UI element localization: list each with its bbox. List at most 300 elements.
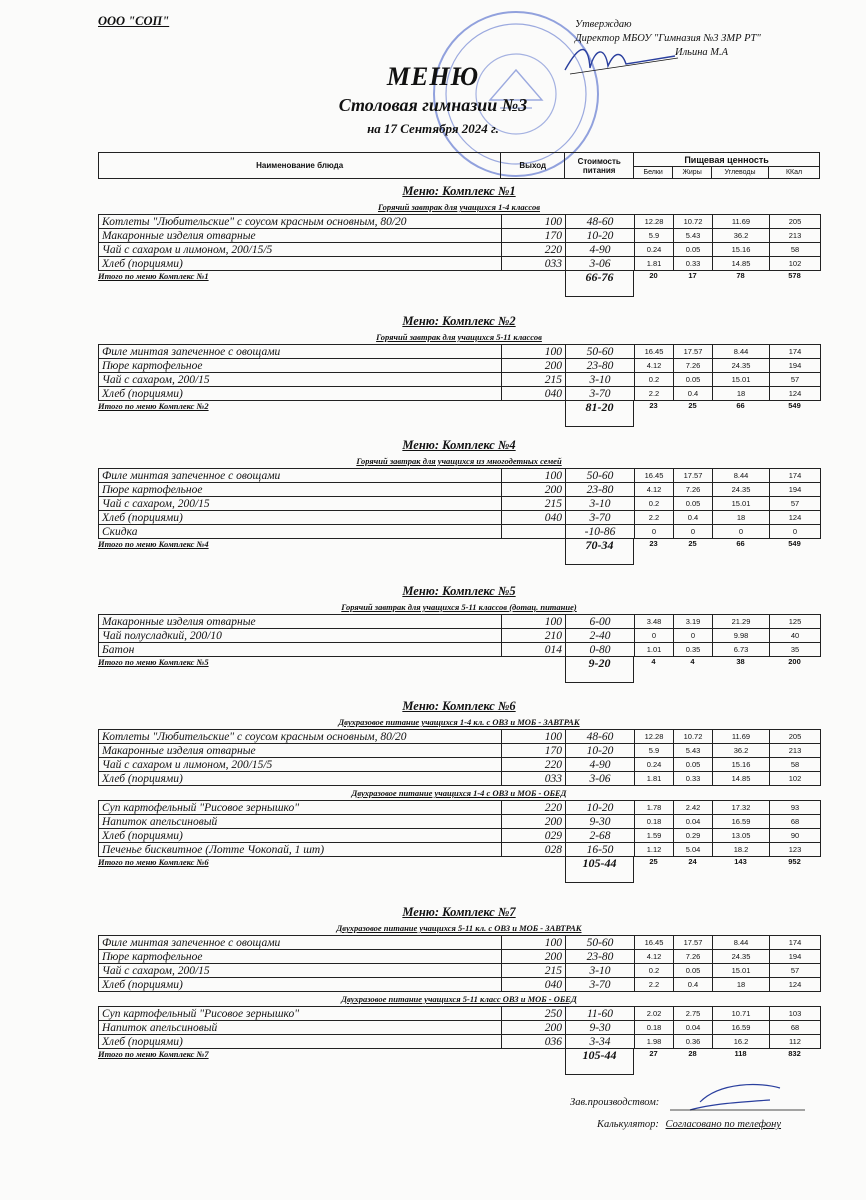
dish-name: Чай с сахаром и лимоном, 200/15/5 <box>99 243 502 257</box>
total-fats: 25 <box>688 539 697 548</box>
dish-fats: 0.33 <box>674 257 713 271</box>
dish-carbs: 11.69 <box>713 215 770 229</box>
dish-kcal: 213 <box>770 744 821 758</box>
dish-name: Хлеб (порциями) <box>99 387 502 401</box>
dish-price: 9-30 <box>566 815 635 829</box>
table-header <box>98 152 820 179</box>
group-subtitle: Горячий завтрак для учащихся 5-11 классов <box>376 332 542 342</box>
dish-carbs: 13.05 <box>713 829 770 843</box>
table-row <box>99 345 821 359</box>
total-label: Итого по меню Комплекс №1 <box>98 271 209 281</box>
header-cost: Стоимость питания <box>565 153 634 179</box>
dish-carbs: 24.35 <box>713 483 770 497</box>
section-total <box>98 1049 820 1077</box>
table-row <box>99 243 821 257</box>
dish-carbs: 15.16 <box>713 243 770 257</box>
dish-proteins: 0 <box>635 629 674 643</box>
dish-output <box>502 525 566 539</box>
header-out: Выход <box>501 153 565 179</box>
total-price: 105-44 <box>565 1048 634 1075</box>
dish-output: 200 <box>502 359 566 373</box>
footer-calc-value: Согласовано по телефону <box>665 1119 782 1130</box>
dish-proteins: 12.28 <box>635 730 674 744</box>
dish-table <box>98 935 821 992</box>
total-price: 105-44 <box>565 856 634 883</box>
total-proteins: 23 <box>649 401 658 410</box>
dish-proteins: 2.2 <box>635 978 674 992</box>
table-row <box>99 936 821 950</box>
dish-table <box>98 614 821 657</box>
total-proteins: 20 <box>649 271 658 280</box>
total-carbs: 78 <box>736 271 745 280</box>
group-subtitle: Горячий завтрак для учащихся 1-4 классов <box>377 202 541 212</box>
dish-price: 4-90 <box>566 758 635 772</box>
dish-proteins: 5.9 <box>635 744 674 758</box>
dish-fats: 0.35 <box>674 643 713 657</box>
dish-price: 3-70 <box>566 978 635 992</box>
dish-kcal: 174 <box>770 469 821 483</box>
dish-proteins: 0.18 <box>635 815 674 829</box>
dish-proteins: 1.01 <box>635 643 674 657</box>
zav-signature <box>660 1080 810 1114</box>
section-total <box>98 271 820 299</box>
dish-carbs: 11.69 <box>713 730 770 744</box>
header-carbs: Углеводы <box>712 167 769 179</box>
dish-carbs: 10.71 <box>713 1007 770 1021</box>
dish-carbs: 24.35 <box>713 359 770 373</box>
dish-name: Чай с сахаром и лимоном, 200/15/5 <box>99 758 502 772</box>
total-label: Итого по меню Комплекс №6 <box>98 857 209 867</box>
group-subtitle: Двухразовое питание учащихся 5-11 класс ОВЗ и МОБ - ОБЕД <box>341 994 577 1004</box>
table-row <box>99 511 821 525</box>
dish-carbs: 36.2 <box>713 229 770 243</box>
table-row <box>99 829 821 843</box>
dish-fats: 10.72 <box>674 730 713 744</box>
dish-proteins: 5.9 <box>635 229 674 243</box>
dish-output: 170 <box>502 744 566 758</box>
document-title: МЕНЮ <box>386 62 480 91</box>
dish-kcal: 93 <box>770 801 821 815</box>
menu-section <box>98 312 820 429</box>
dish-kcal: 205 <box>770 215 821 229</box>
dish-kcal: 103 <box>770 1007 821 1021</box>
dish-output: 220 <box>502 758 566 772</box>
total-fats: 17 <box>688 271 697 280</box>
menu-section <box>98 697 820 885</box>
dish-kcal: 102 <box>770 772 821 786</box>
dish-output: 220 <box>502 801 566 815</box>
table-row <box>99 359 821 373</box>
dish-output: 033 <box>502 257 566 271</box>
dish-price: -10-86 <box>566 525 635 539</box>
dish-proteins: 0.2 <box>635 497 674 511</box>
dish-kcal: 57 <box>770 497 821 511</box>
dish-output: 100 <box>502 469 566 483</box>
dish-fats: 0.36 <box>674 1035 713 1049</box>
dish-name: Филе минтая запеченное с овощами <box>99 469 502 483</box>
dish-name: Напиток апельсиновый <box>99 1021 502 1035</box>
dish-carbs: 15.01 <box>713 497 770 511</box>
dish-output: 100 <box>502 730 566 744</box>
dish-fats: 0.33 <box>674 772 713 786</box>
dish-table <box>98 214 821 271</box>
total-proteins: 25 <box>649 857 658 866</box>
dish-proteins: 1.59 <box>635 829 674 843</box>
dish-price: 23-80 <box>566 950 635 964</box>
dish-output: 215 <box>502 497 566 511</box>
dish-price: 3-06 <box>566 257 635 271</box>
dish-price: 48-60 <box>566 215 635 229</box>
section-title: Меню: Комплекс №4 <box>402 438 516 452</box>
table-row <box>99 229 821 243</box>
dish-output: 200 <box>502 950 566 964</box>
dish-price: 23-80 <box>566 359 635 373</box>
table-row <box>99 257 821 271</box>
dish-name: Батон <box>99 643 502 657</box>
dish-output: 200 <box>502 483 566 497</box>
dish-fats: 17.57 <box>674 936 713 950</box>
dish-output: 200 <box>502 815 566 829</box>
dish-proteins: 16.45 <box>635 469 674 483</box>
dish-kcal: 205 <box>770 730 821 744</box>
dish-kcal: 213 <box>770 229 821 243</box>
table-row <box>99 215 821 229</box>
dish-proteins: 16.45 <box>635 345 674 359</box>
dish-fats: 10.72 <box>674 215 713 229</box>
dish-name: Хлеб (порциями) <box>99 511 502 525</box>
document-date: на 17 Сентября 2024 г. <box>367 121 499 136</box>
dish-table <box>98 344 821 401</box>
dish-price: 3-10 <box>566 497 635 511</box>
dish-output: 028 <box>502 843 566 857</box>
dish-price: 3-70 <box>566 511 635 525</box>
dish-proteins: 12.28 <box>635 215 674 229</box>
total-kcal: 952 <box>788 857 801 866</box>
dish-name: Печенье бисквитное (Лотте Чокопай, 1 шт) <box>99 843 502 857</box>
dish-proteins: 0.2 <box>635 964 674 978</box>
dish-fats: 0.05 <box>674 964 713 978</box>
dish-name: Хлеб (порциями) <box>99 257 502 271</box>
dish-kcal: 194 <box>770 483 821 497</box>
section-title: Меню: Комплекс №7 <box>402 905 516 919</box>
dish-name: Чай с сахаром, 200/15 <box>99 497 502 511</box>
dish-kcal: 58 <box>770 243 821 257</box>
table-row <box>99 387 821 401</box>
header-nutrition: Пищевая ценность <box>634 153 820 167</box>
dish-price: 2-40 <box>566 629 635 643</box>
dish-output: 100 <box>502 345 566 359</box>
dish-table <box>98 1006 821 1049</box>
dish-output: 220 <box>502 243 566 257</box>
dish-output: 040 <box>502 511 566 525</box>
total-price: 81-20 <box>565 400 634 427</box>
table-row <box>99 950 821 964</box>
dish-carbs: 14.85 <box>713 772 770 786</box>
total-price: 9-20 <box>565 656 634 683</box>
footer-zav-label: Зав.производством: <box>570 1097 660 1108</box>
dish-kcal: 124 <box>770 387 821 401</box>
dish-proteins: 3.48 <box>635 615 674 629</box>
dish-proteins: 0.18 <box>635 1021 674 1035</box>
section-total <box>98 401 820 429</box>
dish-output: 029 <box>502 829 566 843</box>
dish-output: 170 <box>502 229 566 243</box>
total-carbs: 66 <box>736 401 745 410</box>
dish-fats: 0.05 <box>674 243 713 257</box>
dish-price: 50-60 <box>566 936 635 950</box>
dish-fats: 0.4 <box>674 387 713 401</box>
dish-name: Чай с сахаром, 200/15 <box>99 964 502 978</box>
dish-price: 2-68 <box>566 829 635 843</box>
total-fats: 4 <box>690 657 695 666</box>
total-proteins: 23 <box>649 539 658 548</box>
dish-carbs: 15.16 <box>713 758 770 772</box>
dish-proteins: 1.12 <box>635 843 674 857</box>
table-row <box>99 964 821 978</box>
total-fats: 24 <box>688 857 697 866</box>
total-kcal: 832 <box>788 1049 801 1058</box>
table-row <box>99 772 821 786</box>
dish-carbs: 18.2 <box>713 843 770 857</box>
table-row <box>99 497 821 511</box>
total-carbs: 118 <box>734 1049 747 1058</box>
dish-price: 3-06 <box>566 772 635 786</box>
document-subtitle: Столовая гимназии №3 <box>338 95 528 115</box>
dish-fats: 5.43 <box>674 229 713 243</box>
total-label: Итого по меню Комплекс №2 <box>98 401 209 411</box>
dish-carbs: 16.59 <box>713 1021 770 1035</box>
dish-carbs: 24.35 <box>713 950 770 964</box>
dish-output: 215 <box>502 964 566 978</box>
dish-carbs: 16.59 <box>713 815 770 829</box>
dish-fats: 0.04 <box>674 815 713 829</box>
section-total <box>98 857 820 885</box>
footer-calc-label: Калькулятор: <box>597 1119 659 1130</box>
header-fats: Жиры <box>673 167 712 179</box>
total-proteins: 27 <box>649 1049 658 1058</box>
dish-carbs: 16.2 <box>713 1035 770 1049</box>
dish-output: 215 <box>502 373 566 387</box>
total-kcal: 549 <box>788 401 801 410</box>
dish-kcal: 194 <box>770 950 821 964</box>
dish-name: Скидка <box>99 525 502 539</box>
total-carbs: 66 <box>736 539 745 548</box>
dish-price: 23-80 <box>566 483 635 497</box>
approval-line-3: Ильина М.А <box>675 47 729 58</box>
dish-fats: 0.4 <box>674 978 713 992</box>
dish-kcal: 58 <box>770 758 821 772</box>
approval-line-2: Директор МБОУ "Гимназия №3 ЗМР РТ" <box>575 33 761 44</box>
total-label: Итого по меню Комплекс №4 <box>98 539 209 549</box>
total-kcal: 200 <box>788 657 801 666</box>
total-fats: 25 <box>688 401 697 410</box>
dish-proteins: 1.81 <box>635 257 674 271</box>
section-total <box>98 657 820 685</box>
dish-proteins: 2.02 <box>635 1007 674 1021</box>
dish-price: 48-60 <box>566 730 635 744</box>
table-row <box>99 373 821 387</box>
dish-fats: 17.57 <box>674 469 713 483</box>
dish-name: Суп картофельный "Рисовое зернышко" <box>99 1007 502 1021</box>
table-row <box>99 643 821 657</box>
dish-output: 040 <box>502 387 566 401</box>
total-price: 70-34 <box>565 538 634 565</box>
dish-fats: 0 <box>674 525 713 539</box>
section-title: Меню: Комплекс №2 <box>402 314 516 328</box>
dish-fats: 17.57 <box>674 345 713 359</box>
dish-fats: 0.4 <box>674 511 713 525</box>
dish-name: Макаронные изделия отварные <box>99 744 502 758</box>
dish-name: Пюре картофельное <box>99 950 502 964</box>
dish-fats: 3.19 <box>674 615 713 629</box>
dish-table <box>98 800 821 857</box>
section-title: Меню: Комплекс №6 <box>402 699 516 713</box>
dish-name: Хлеб (порциями) <box>99 829 502 843</box>
total-label: Итого по меню Комплекс №5 <box>98 657 209 667</box>
dish-proteins: 1.78 <box>635 801 674 815</box>
dish-price: 3-10 <box>566 964 635 978</box>
dish-proteins: 16.45 <box>635 936 674 950</box>
dish-price: 6-00 <box>566 615 635 629</box>
dish-fats: 2.42 <box>674 801 713 815</box>
dish-proteins: 0.24 <box>635 243 674 257</box>
table-row <box>99 801 821 815</box>
dish-proteins: 0.24 <box>635 758 674 772</box>
dish-price: 3-34 <box>566 1035 635 1049</box>
dish-kcal: 90 <box>770 829 821 843</box>
dish-carbs: 8.44 <box>713 469 770 483</box>
footer-zav <box>570 1097 659 1108</box>
dish-price: 0-80 <box>566 643 635 657</box>
total-kcal: 578 <box>788 271 801 280</box>
dish-fats: 5.43 <box>674 744 713 758</box>
dish-kcal: 0 <box>770 525 821 539</box>
table-row <box>99 1021 821 1035</box>
dish-carbs: 21.29 <box>713 615 770 629</box>
menu-section <box>98 436 820 567</box>
dish-kcal: 124 <box>770 511 821 525</box>
table-row <box>99 815 821 829</box>
dish-carbs: 8.44 <box>713 936 770 950</box>
dish-kcal: 124 <box>770 978 821 992</box>
dish-price: 4-90 <box>566 243 635 257</box>
dish-output: 210 <box>502 629 566 643</box>
dish-proteins: 4.12 <box>635 950 674 964</box>
dish-name: Котлеты "Любительские" с соусом красным основным, 80/20 <box>99 730 502 744</box>
table-row <box>99 978 821 992</box>
dish-proteins: 1.98 <box>635 1035 674 1049</box>
dish-output: 033 <box>502 772 566 786</box>
dish-kcal: 40 <box>770 629 821 643</box>
dish-carbs: 18 <box>713 978 770 992</box>
dish-price: 3-70 <box>566 387 635 401</box>
dish-price: 50-60 <box>566 345 635 359</box>
dish-name: Чай с сахаром, 200/15 <box>99 373 502 387</box>
table-row <box>99 730 821 744</box>
dish-name: Чай полусладкий, 200/10 <box>99 629 502 643</box>
dish-proteins: 0 <box>635 525 674 539</box>
approval-line-1: Утверждаю <box>575 19 632 30</box>
dish-price: 10-20 <box>566 744 635 758</box>
total-price: 66-76 <box>565 270 634 297</box>
dish-fats: 7.26 <box>674 359 713 373</box>
dish-fats: 2.75 <box>674 1007 713 1021</box>
header-proteins: Белки <box>634 167 673 179</box>
dish-name: Суп картофельный "Рисовое зернышко" <box>99 801 502 815</box>
header-name: Наименование блюда <box>99 153 501 179</box>
total-fats: 28 <box>688 1049 697 1058</box>
group-subtitle: Горячий завтрак для учащихся из многодетных семей <box>356 456 562 466</box>
total-proteins: 4 <box>651 657 656 666</box>
dish-carbs: 17.32 <box>713 801 770 815</box>
dish-carbs: 15.01 <box>713 964 770 978</box>
dish-table <box>98 729 821 786</box>
dish-price: 16-50 <box>566 843 635 857</box>
dish-fats: 0.04 <box>674 1021 713 1035</box>
group-subtitle: Двухразовое питание учащихся 1-4 с ОВЗ и МОБ - ОБЕД <box>351 788 567 798</box>
dish-price: 11-60 <box>566 1007 635 1021</box>
table-row <box>99 469 821 483</box>
dish-name: Хлеб (порциями) <box>99 978 502 992</box>
dish-carbs: 15.01 <box>713 373 770 387</box>
dish-fats: 0.29 <box>674 829 713 843</box>
organization-name: ООО "СОП" <box>98 14 170 28</box>
dish-name: Напиток апельсиновый <box>99 815 502 829</box>
dish-kcal: 68 <box>770 815 821 829</box>
dish-proteins: 1.81 <box>635 772 674 786</box>
header-kcal: ККал <box>769 167 820 179</box>
table-row <box>99 1007 821 1021</box>
dish-name: Макаронные изделия отварные <box>99 229 502 243</box>
dish-price: 10-20 <box>566 229 635 243</box>
dish-fats: 7.26 <box>674 950 713 964</box>
dish-kcal: 174 <box>770 345 821 359</box>
dish-kcal: 102 <box>770 257 821 271</box>
total-kcal: 549 <box>788 539 801 548</box>
group-subtitle: Двухразовое питание учащихся 1-4 кл. с ОВЗ и МОБ - ЗАВТРАК <box>338 717 580 727</box>
dish-fats: 0.05 <box>674 758 713 772</box>
table-row <box>99 744 821 758</box>
dish-name: Хлеб (порциями) <box>99 1035 502 1049</box>
dish-proteins: 4.12 <box>635 483 674 497</box>
dish-output: 100 <box>502 215 566 229</box>
dish-kcal: 123 <box>770 843 821 857</box>
dish-kcal: 174 <box>770 936 821 950</box>
dish-output: 100 <box>502 615 566 629</box>
dish-kcal: 57 <box>770 964 821 978</box>
dish-output: 200 <box>502 1021 566 1035</box>
menu-section <box>98 582 820 685</box>
dish-kcal: 194 <box>770 359 821 373</box>
table-row <box>99 525 821 539</box>
dish-price: 9-30 <box>566 1021 635 1035</box>
section-title: Меню: Комплекс №5 <box>402 584 516 598</box>
dish-carbs: 18 <box>713 511 770 525</box>
group-subtitle: Двухразовое питание учащихся 5-11 кл. с ОВЗ и МОБ - ЗАВТРАК <box>336 923 582 933</box>
dish-name: Филе минтая запеченное с овощами <box>99 936 502 950</box>
dish-name: Пюре картофельное <box>99 359 502 373</box>
dish-output: 100 <box>502 936 566 950</box>
dish-table <box>98 468 821 539</box>
dish-fats: 0.05 <box>674 373 713 387</box>
dish-fats: 0.05 <box>674 497 713 511</box>
dish-name: Котлеты "Любительские" с соусом красным основным, 80/20 <box>99 215 502 229</box>
dish-carbs: 14.85 <box>713 257 770 271</box>
dish-proteins: 2.2 <box>635 511 674 525</box>
dish-carbs: 6.73 <box>713 643 770 657</box>
dish-carbs: 36.2 <box>713 744 770 758</box>
dish-price: 3-10 <box>566 373 635 387</box>
